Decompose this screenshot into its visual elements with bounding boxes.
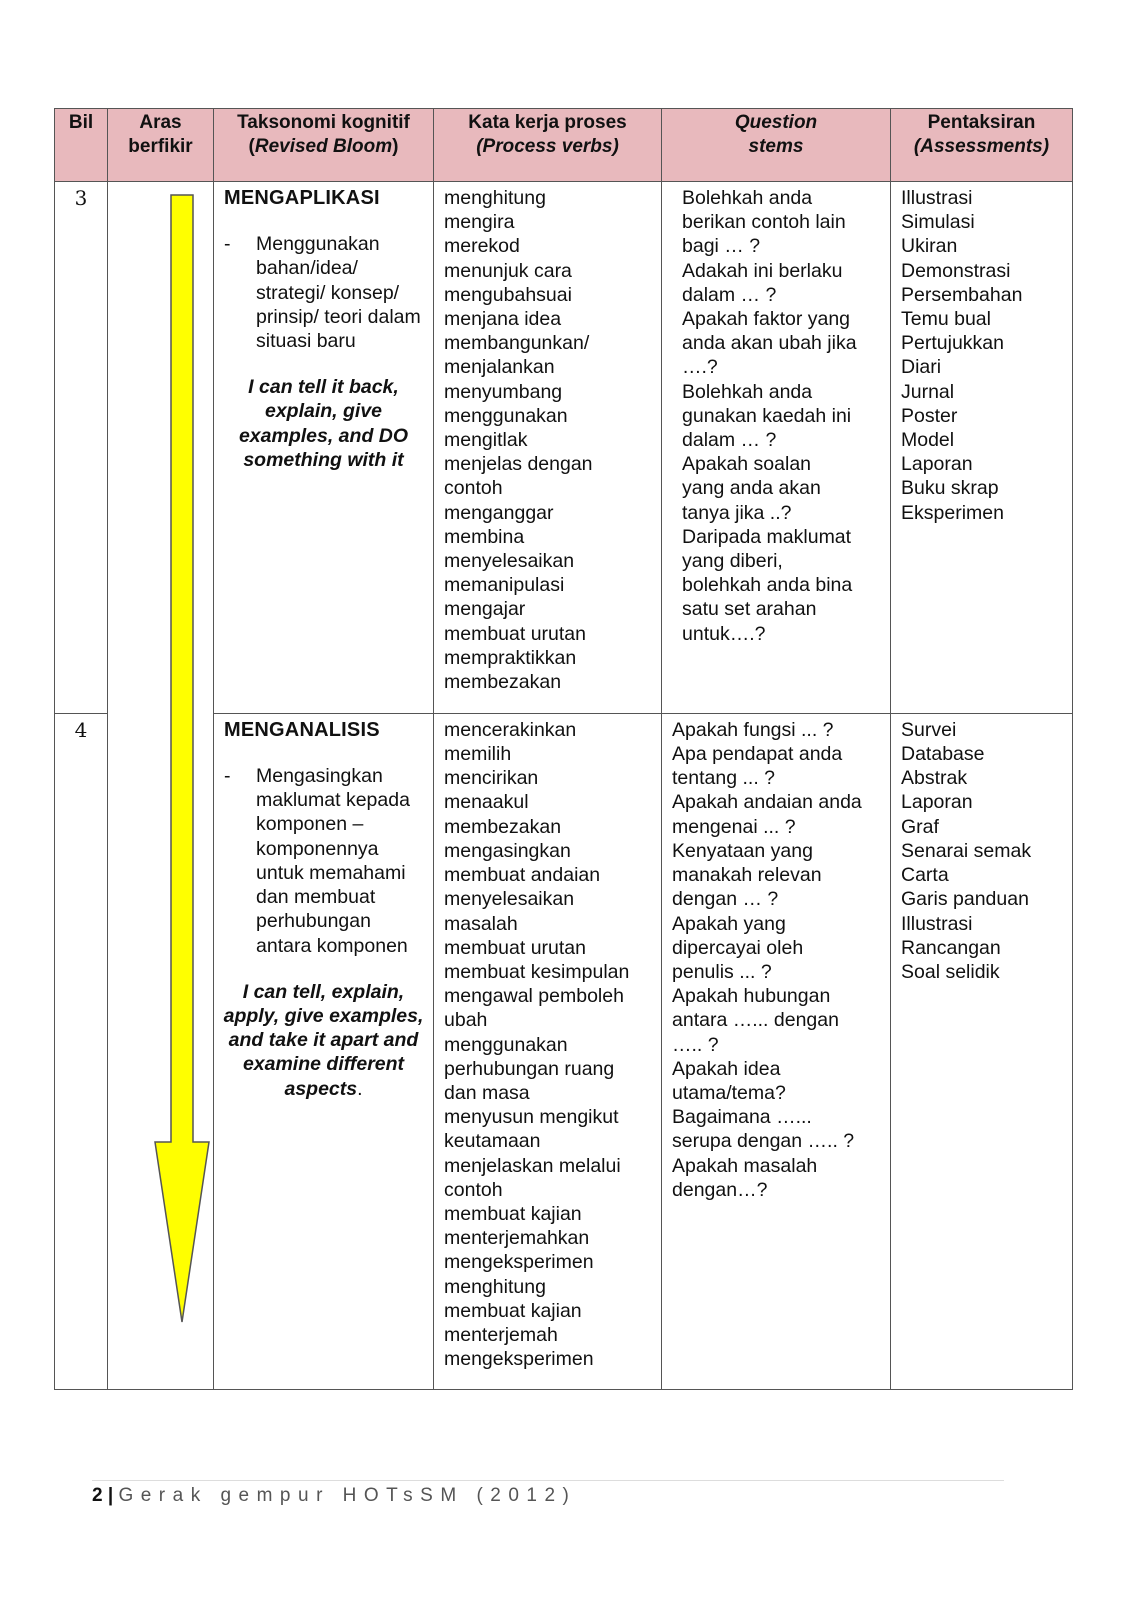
question-stem-item: satu set arahan (682, 598, 817, 621)
taxonomy-cell (214, 713, 434, 1389)
bullet-dash: - (224, 765, 231, 788)
assessment-item: Rancangan (901, 936, 1001, 959)
verb-item: menyelesaikan (444, 888, 575, 911)
assessment-item: Eksperimen (901, 501, 1004, 524)
verb-item: mengubahsuai (444, 283, 572, 306)
assessment-item: Poster (901, 404, 958, 427)
assessment-item: Persembahan (901, 283, 1023, 306)
question-stems-cell (662, 713, 891, 1389)
page-footer (92, 1480, 1004, 1507)
table-header-row (55, 109, 1073, 182)
assessment-item: Illustrasi (901, 187, 973, 209)
verb-item: mencirikan (444, 767, 539, 790)
verb-item: membuat urutan (444, 622, 586, 645)
question-stem-item: bagi … ? (682, 235, 761, 258)
header-pentaksiran: Pentaksiran (Assessments) (891, 109, 1073, 182)
header-kata-kerja: Kata kerja proses (Process verbs) (434, 109, 662, 182)
footer-separator: | (102, 1485, 119, 1506)
verb-item: membuat urutan (444, 936, 586, 959)
verb-item: mengawal pemboleh (444, 985, 624, 1008)
verb-item: membuat kajian (444, 1202, 582, 1225)
question-stem-item: untuk….? (682, 622, 766, 645)
verb-item: menaakul (444, 791, 529, 814)
taxonomy-description: Menggunakan bahan/idea/ strategi/ konsep/ prinsip/ teori dalam situasi baru (256, 233, 421, 353)
assessment-item: Temu bual (901, 308, 991, 331)
assessment-item: Buku skrap (901, 477, 999, 500)
header-aras-berfikir: Aras berfikir (108, 109, 214, 182)
question-stem-item: ….? (682, 356, 718, 379)
question-stem-item: Daripada maklumat (682, 525, 852, 548)
verb-item: membezakan (444, 671, 562, 694)
verb-item: membezakan (444, 815, 562, 838)
assessment-item: Pertujukkan (901, 332, 1004, 355)
verb-item: menyusun mengikut (444, 1106, 619, 1129)
assessment-item: Demonstrasi (901, 259, 1011, 282)
verb-item: menganggar (444, 501, 554, 524)
process-verbs-cell (434, 182, 662, 714)
taxonomy-cell (214, 182, 434, 714)
question-stem-item: bolehkah anda bina (682, 574, 853, 597)
verb-item: menjalankan (444, 356, 555, 379)
verb-item: membuat kajian (444, 1299, 582, 1322)
assessment-item: Laporan (901, 791, 973, 814)
taxonomy-quote: I can tell it back, explain, give examples, and DO something with it (238, 376, 409, 471)
question-stem-item: dalam … ? (682, 283, 777, 306)
verb-item: menunjuk cara (444, 259, 572, 282)
assessment-item: Survei (901, 718, 957, 741)
question-stem-item: yang diberi, (682, 550, 783, 573)
bullet-dash: - (224, 233, 231, 256)
question-stem-item: dengan…? (672, 1178, 768, 1201)
question-stem-item: gunakan kaedah ini (682, 404, 852, 427)
verb-item: menyumbang (444, 380, 563, 403)
verb-item: menjelas dengan (444, 453, 593, 476)
question-stem-item: Kenyataan yang (672, 839, 813, 862)
header-bil: Bil (55, 109, 108, 182)
verb-item: membuat andaian (444, 864, 601, 887)
question-stem-item: manakah relevan (672, 864, 822, 887)
question-stems-cell (662, 182, 891, 714)
thinking-level-arrow-cell (108, 182, 214, 1390)
assessment-item: Diari (901, 356, 942, 379)
assessment-item: Ukiran (901, 235, 958, 258)
assessment-item: Laporan (901, 453, 973, 476)
verb-item: memanipulasi (444, 574, 565, 597)
header-question-stems: Question stems (662, 109, 891, 182)
verb-item: dan masa (444, 1081, 530, 1104)
question-stem-item: yang anda akan (682, 477, 821, 500)
assessment-item: Senarai semak (901, 839, 1032, 862)
verb-item: menyelesaikan (444, 550, 575, 573)
assessment-item: Graf (901, 815, 939, 838)
verb-item: menterjemah (444, 1323, 558, 1346)
verb-item: mempraktikkan (444, 646, 577, 669)
question-stem-item: Bolehkah anda (682, 380, 813, 403)
question-stem-item: antara …... dengan (672, 1009, 839, 1032)
question-stem-item: Apakah hubungan (672, 985, 831, 1008)
assessment-item: Soal selidik (901, 960, 1000, 983)
row-number: 3 (55, 182, 108, 714)
taxonomy-description: Mengasingkan maklumat kepada komponen – komponennya untuk memahami dan membuat perhubungan antara komponen (256, 765, 410, 957)
verb-item: menghitung (444, 1275, 546, 1298)
assessment-item: Simulasi (901, 211, 975, 234)
verb-item: masalah (444, 912, 518, 935)
assessment-item: Garis panduan (901, 888, 1029, 911)
verb-item: mengeksperimen (444, 1348, 594, 1371)
verb-item: membangunkan/ (444, 332, 590, 355)
question-stem-item: Apakah yang (672, 912, 786, 935)
verb-item: mengitlak (444, 429, 528, 452)
taxonomy-title: MENGANALISIS (224, 718, 380, 741)
question-stem-item: berikan contoh lain (682, 211, 846, 234)
header-taksonomi: Taksonomi kognitif (Revised Bloom) (214, 109, 434, 182)
assessment-item: Illustrasi (901, 912, 973, 935)
question-stem-item: dipercayai oleh (672, 936, 804, 959)
bloom-taxonomy-table (54, 108, 1073, 1390)
assessment-item: Jurnal (901, 380, 955, 403)
verb-item: keutamaan (444, 1130, 541, 1153)
page-number: 2 (92, 1485, 103, 1506)
verb-item: membina (444, 525, 525, 548)
verb-item: mengasingkan (444, 839, 571, 862)
question-stem-item: tentang ... ? (672, 767, 775, 790)
assessment-item: Carta (901, 864, 949, 887)
assessments-cell (891, 713, 1073, 1389)
row-number: 4 (55, 713, 108, 1389)
assessments-cell (891, 182, 1073, 714)
taxonomy-quote: I can tell, explain, apply, give examples, and take it apart and examine different aspects. (223, 980, 424, 1100)
verb-item: perhubungan ruang (444, 1057, 615, 1080)
question-stem-item: utama/tema? (672, 1081, 786, 1104)
verb-item: menghitung (444, 187, 546, 209)
assessment-item: Database (901, 743, 985, 766)
verb-item: contoh (444, 477, 503, 500)
verb-item: merekod (444, 235, 520, 258)
question-stem-item: Apakah soalan (682, 453, 812, 476)
verb-item: menjana idea (444, 308, 562, 331)
question-stem-item: Apakah idea (672, 1057, 781, 1080)
question-stem-item: Apakah masalah (672, 1154, 818, 1177)
verb-item: menggunakan (444, 404, 568, 427)
process-verbs-cell (434, 713, 662, 1389)
question-stem-item: penulis ... ? (672, 960, 772, 983)
footer-title: Gerak gempur HOTsSM (2012) (118, 1485, 577, 1506)
verb-item: memilih (444, 743, 512, 766)
question-stem-item: Bolehkah anda (682, 187, 813, 209)
verb-item: ubah (444, 1009, 488, 1032)
question-stem-item: dengan … ? (672, 888, 779, 911)
question-stem-item: serupa dengan ….. ? (672, 1130, 855, 1153)
question-stem-item: Apakah andaian anda (672, 791, 862, 814)
question-stem-item: Apakah fungsi ... ? (672, 718, 834, 741)
question-stem-item: dalam … ? (682, 429, 777, 452)
verb-item: mengeksperimen (444, 1251, 594, 1274)
verb-item: contoh (444, 1178, 503, 1201)
question-stem-item: tanya jika ..? (682, 501, 792, 524)
verb-item: membuat kesimpulan (444, 960, 630, 983)
verb-item: mengira (444, 211, 515, 234)
question-stem-item: Bagaimana …... (672, 1106, 812, 1129)
assessment-item: Model (901, 429, 955, 452)
question-stem-item: anda akan ubah jika (682, 332, 857, 355)
question-stem-item: Apakah faktor yang (682, 308, 851, 331)
question-stem-item: mengenai ... ? (672, 815, 796, 838)
assessment-item: Abstrak (901, 767, 968, 790)
verb-item: menterjemahkan (444, 1227, 590, 1250)
question-stem-item: ….. ? (672, 1033, 719, 1056)
verb-item: mencerakinkan (444, 718, 577, 741)
taxonomy-title: MENGAPLIKASI (224, 187, 380, 209)
question-stem-item: Adakah ini berlaku (682, 259, 843, 282)
question-stem-item: Apa pendapat anda (672, 743, 843, 766)
verb-item: mengajar (444, 598, 526, 621)
verb-item: menggunakan (444, 1033, 568, 1056)
verb-item: menjelaskan melalui (444, 1154, 621, 1177)
table-row-mengaplikasi (55, 182, 1073, 714)
down-arrow-icon (108, 182, 214, 1391)
